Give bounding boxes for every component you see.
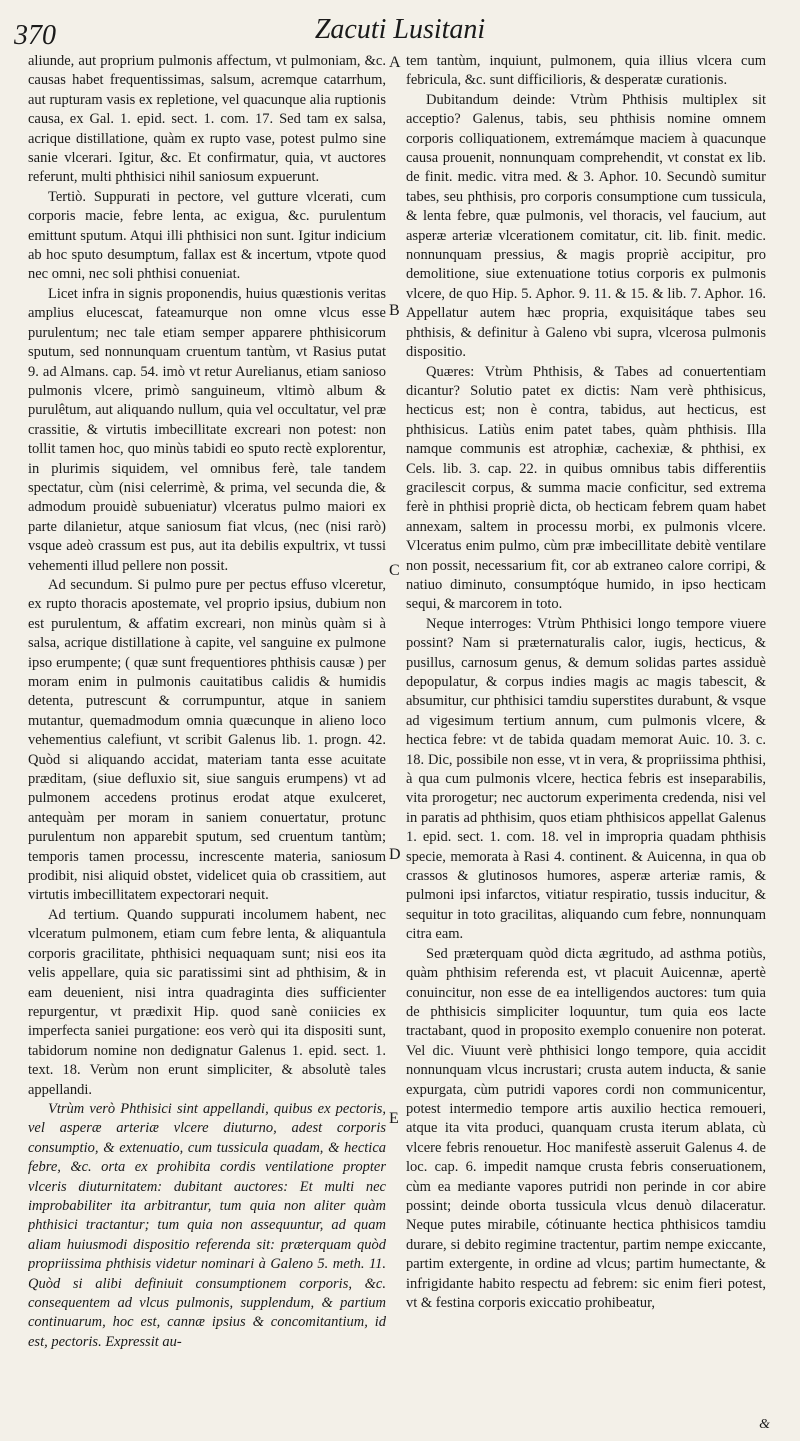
right-paragraph: Neque interroges: Vtrùm Phthisici longo tempore viuere possint? Nam si præternaturalis calor, iugis, hecticus, & pusillus, carnosum genus, & demum solidas partes assiduè depopulatur, & corpus indies magis ac magis tabescit, & absumitur, cur phthisici tamdiu superstites durabunt, & vsque ad vigesimum tertium annum, cum pulmonis vlcere, & hectica febre: vt de tabida quadam memorat Auic. 10. 3. c. 18. Dic, possibile non esse, vt in vera, & propriissima phthisi, à qua cum pulmonis vlcere, hectica febris est inseparabilis, vita prorogetur; nec auctorum experimenta credenda, nisi vel in paratis ad phthisim, quos etiam phthisicos appellat Galenus 1. epid. sect. 1. com. 18. vel in impropria quadam phthisis specie, memorata à Rasi 4. continent. & Auicenna, in qua ob crassos & glutinosos humores, asperæ arteriæ ramis, & pulmoni ipsi infarctos, vitiatur respiratio, tussis inducitur, & sequitur in toto gracilitas, aliquando cum febre, nonnunquam citra eam.: [406, 615, 766, 943]
left-paragraph: aliunde, aut proprium pulmonis affectum, vt pulmoniam, &c. causas habet frequentissimas, salsum, acremque catarrhum, aut rupturam vasis ex repletione, vel quacunque alia ruptionis causa, ex Gal. 1. epid. sect. 1. com. 17. Sed tam ex salsa, acrique distillatione, quàm ex rupto vase, potest pulmo sine sanie vlcerari. Igitur, &c. Et confirmatur, quia, vt auctores referunt, multi phthisici nihil saniosum expuerunt.: [28, 53, 386, 186]
left-paragraph: Vtrùm verò Phthisici sint appellandi, quibus ex pectoris, vel asperæ arteriæ vlcere diuturno, adest corporis consumptio, & extenuatio, cum tussicula quadam, & hectica febre, &c. orta ex prohibita cordis ventilatione propter vlceris diuturnitatem: dubitant auctores: Et multi nec improbabiliter ita arbitrantur, tum quia non aliter quàm phthisici tractantur; tum quia non assequuntur, ad quam aliam huiusmodi dispositio referenda sit: præterquam quòd propriissima phthisis videtur nominari à Galeno 5. meth. 11. Quòd si alibi definiuit consumptionem corporis, &c. consequentem ad vlcus pulmonis, supplendum, & partium continuarum, hoc est, cannæ ipsius & concomitantium, id est, pectoris. Expressit au-: [28, 1100, 386, 1350]
right-paragraph: tem tantùm, inquiunt, pulmonem, quia illius vlcera cum febricula, &c. sunt difficilioris, & desperatæ curationis.: [406, 53, 766, 89]
left-text-column: [28, 52, 386, 1427]
right-paragraph: Sed præterquam quòd dicta ægritudo, ad asthma potiùs, quàm phthisim referenda est, vt placuit Auicennæ, apertè conuincitur, non esse de ea intelligendos auctores: tum quia de phthisicis simpliciter loquuntur, tum quia eos lacte tractabant, quod in proposito exemplo conuenire non poterat. Vel dic. Viuunt verè phthisici longo tempore, quia accidit nonnunquam vlcus incrustari; crusta autem inducta, & sanie expurgata, cùm putridi vapores cordi non communicentur, potest intermedio tempore artis auxilio hectica remoueri, atque ita vita produci, quanquam crusta iterum ablata, cù vlcere febris renouetur. Hoc manifestè asseruit Galenus 4. de loc. cap. 6. impedit namque crusta febris conseruationem, cùm ea mediante vapores putridi non perinde in cor abire possint; deinde oborta tussicula vlcus denuò dilaceratur. Neque putes mirabile, cótinuante hectica phthisicos tamdiu durare, si debito regimine tractentur, partim nempe exiccante, partim extergente, in ordine ad vlcus; partim humectante, & infrigidante habito respectu ad febrem: sic enim fieri potest, vt & festina corporis exiccatio prohibeatur,: [406, 945, 766, 1311]
catchword: &: [759, 1417, 770, 1432]
margin-letter-a: A: [389, 54, 401, 71]
page-number: 370: [14, 20, 56, 51]
margin-letter-e: E: [389, 1110, 399, 1127]
page-header: [0, 8, 800, 52]
left-paragraph: Tertiò. Suppurati in pectore, vel gutture vlcerati, cum corporis macie, febre lenta, ac exigua, &c. purulentum emittunt sputum. Atqui illi phthisici non sunt. Igitur indicium ab hoc sputo desumptum, fallax est & incertum, vtpote quod nec omni, nec soli phthisi conueniat.: [28, 188, 386, 283]
margin-letter-c: C: [389, 562, 400, 579]
left-paragraph: Ad secundum. Si pulmo pure per pectus effuso vlceretur, ex rupto thoracis apostemate, vel proprio ipsius, dubium non est purulentum, & affatim excreari, non minùs quàm si à salsa, acrique distillatione à capite, vel sanguine ex pulmone ipso erumpente; ( quæ sunt frequentiores phthisis causæ ) per moram enim in pulmonis cauitatibus calidis & humidis detenta, putrescunt & corrumpuntur, atque in saniem mutantur, quemadmodum omnia quæcunque in alieno loco vehementius calefiunt, vt scribit Galenus lib. 1. progn. 42. Quòd si aliquando accidat, materiam tanta esse acuitate præditam, (siue defluxio sit, siue sanguis erumpens) vt ad pulmonem accedens protinus erodat atque exulceret, antequàm per moram in saniem conuertatur, protunc purulentum non apparebit sputum, sed cruentum tantùm; temporis tamen processu, increscente materia, saniosum prodibit, nisi aliquid obstet, videlicet quia ob crassitiem, aut virtutis imbecillitatem expectorari nequit.: [28, 576, 386, 904]
running-head: Zacuti Lusitani: [314, 14, 486, 45]
right-text-column: [406, 52, 766, 1427]
left-paragraph: Licet infra in signis proponendis, huius quæstionis veritas amplius elucescat, fateamurque non omne vlcus esse purulentum; nec tale etiam semper apparere phthisicorum sputum, sed nonnunquam cruentum tantùm, vt Rasius putat 9. ad Almans. cap. 54. imò vt retur Aurelianus, etiam sanioso pulmonis vlcere, primò sanguineum, vltimò album & purulêtum, aut aliquando nullum, quia vel occultatur, vel præ crassitie, & virtutis imbecillitate excreari non potest: non tollit tamen hoc, quo minùs tabidi eo sputo rectè explorentur, in plurimis siquidem, vel omnibus ferè, tale tandem spectatur, cùm (nisi celerrimè, & prima, vel secunda die, & admodum prouidè subueniatur) vlceratus pulmo maiori ex parte dilanietur, atque saniosum fiat vlcus, (nec (nisi rarò) vsque adeò crassum est pus, aut ita debilis expultrix, vt tussi vehementi illud pellere non possit.: [28, 285, 386, 574]
margin-letter-b: B: [389, 302, 400, 319]
right-paragraph: Dubitandum deinde: Vtrùm Phthisis multiplex sit acceptio? Galenus, tabis, seu phthisis nomine omnem corporis colliquationem, extremámque maciem à quacunque causa prouenit, nonnunquam comprehendit, vt constat ex lib. de finit. medic. vitra med. & 3. Aphor. 10. Secundò sumitur tabes, seu phthisis, pro corporis consumptione cum tussicula, & lenta febre, quæ pulmonis, vel thoracis, vel faucium, aut asperæ arteriæ vlcerationem comitatur, cit. lib. finit. medic. nonnunquam pressius, & magis propriè accipitur, pro demolitione, siue extenuatione totius corporis ex pulmonis vlcere, de quo Hip. 5. Aphor. 9. 11. & 15. & lib. 7. Aphor. 16. Appellatur autem hæc propria, exquisitáque tabes seu phthisis, & definitur à Galeno vbi supra, vlcerosa pulmonis dispositio.: [406, 91, 766, 361]
margin-letter-d: D: [389, 846, 401, 863]
left-paragraph: Ad tertium. Quando suppurati incolumem habent, nec vlceratum pulmonem, etiam cum febre lenta, & aliquantula corporis gracilitate, phthisici nequaquam sunt; nisi eos ita velis appellare, quia sic paratissimi sint ad phthisim, & in eam deuenient, nisi intra quadraginta dies sufficienter repurgentur, vt prædixit Hip. quod sanè coniicies ex imperfecta saniei purgatione: eos verò qui ita dispositi sunt, tabidorum nomine non dedignatur Galenus 1. epid. sect. 1. text. 18. Verùm non erunt simpliciter, & absolutè tales appellandi.: [28, 906, 386, 1098]
right-paragraph: Quæres: Vtrùm Phthisis, & Tabes ad conuertentiam dicantur? Solutio patet ex dictis: Nam verè phthisicus, hecticus est; non è contra, tabidus, aut hecticus, est phthisicus. Latiùs enim patet tabes, quàm phthisis. Illa namque communis est atrophiæ, cachexiæ, & phthisi, ex Cels. lib. 3. cap. 22. in quibus omnibus tabis differentiis gracilescit corpus, & summa macie conficitur, sed extrema ferè in phthisi propriè dicta, ob hecticam febrem quam habet annexam, saltem in processu morbi, ex pulmonis vlcere. Vlceratus enim pulmo, cùm præ imbecillitate debitè ventilare non possit, necessarium fit, cor ab extraneo calore corripi, & natiuo diminuto, consumptóque humido, in ipso hecticam sequi, & marcorem in toto.: [406, 363, 766, 613]
